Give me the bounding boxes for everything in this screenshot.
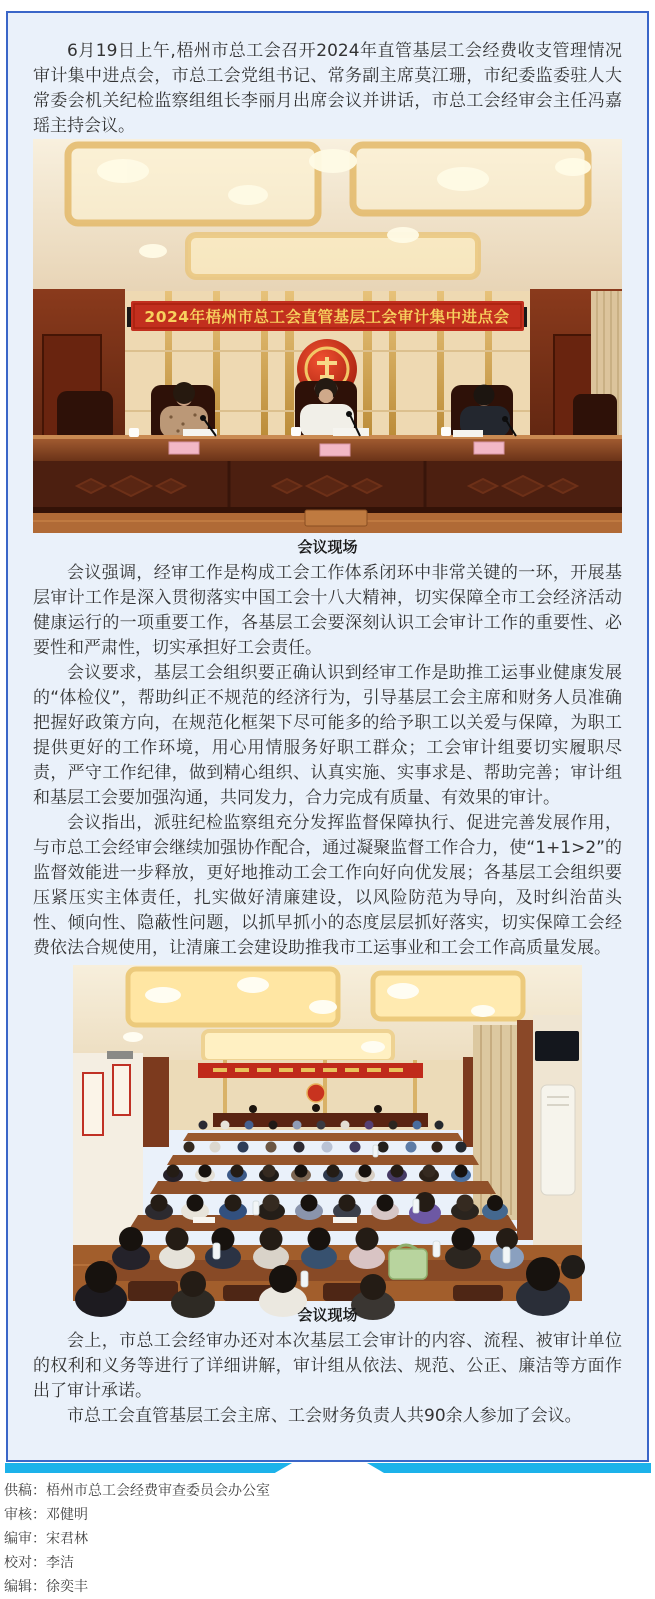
credits-footer xyxy=(0,1479,655,1599)
closing-paragraph-1: 会上，市总工会经审办还对本次基层工会审计的内容、流程、被审计单位的权利和义务等进行了详细讲解，审计组从依法、规范、公正、廉洁等方面作出了审计承诺。 xyxy=(33,1331,622,1401)
article-content-box xyxy=(6,11,649,1462)
meeting-photo-rostrum xyxy=(33,139,622,533)
meeting-banner-text: 2024年梧州市总工会直管基层工会审计集中进点会 xyxy=(144,308,510,326)
body-paragraph-2: 会议要求，基层工会组织要正确认识到经审工作是助推工运事业健康发展的“体检仪”，帮助纠正不规范的经济行为，引导基层工会主席和财务人员准确把握好政策方向，在规范化框架下尽可能多的给予职工以关爱与保障，为职工提供更好的工作环境，用心用情服务好职工群众；工会审计组要切实履职尽责，严守工作纪律，做到精心组织、认真实施、实事求是、帮助完善；审计组和基层工会要加强沟通，共同发力，合力完成有质量、有效果的审计。 xyxy=(33,663,622,808)
credit-contributor: 供稿：梧州市总工会经费审查委员会办公室 xyxy=(4,1483,270,1499)
credit-proofreader: 校对：李洁 xyxy=(4,1555,74,1571)
decorative-ribbon xyxy=(0,1462,655,1473)
meeting-photo-audience xyxy=(73,965,582,1301)
credit-editor-in-chief: 编审：宋君林 xyxy=(4,1531,88,1547)
photo2-caption: 会议现场 xyxy=(297,1306,358,1324)
ribbon-right-segment xyxy=(367,1463,651,1473)
photo2-wrapper xyxy=(73,965,582,1301)
body-paragraph-3: 会议指出，派驻纪检监察组充分发挥监督保障执行、促进完善发展作用，与市总工会经审会继续加强协作配合，通过凝聚监督工作合力，使“1+1>2”的监督效能进一步释放，更好地推动工会工作向好向优发展；各基层工会组织要压紧压实主体责任，扎实做好清廉建设，以风险防范为导向，及时纠治苗头性、倾向性、隐蔽性问题，以抓早抓小的态度层层抓好落实，切实保障工会经费依法合规使用，让清廉工会建设助推我市工运事业和工会工作高质量发展。 xyxy=(33,813,622,958)
intro-paragraph: 6月19日上午,梧州市总工会召开2024年直管基层工会经费收支管理情况审计集中进点会，市总工会党组书记、常务副主席莫江珊，市纪委监委驻人大常委会机关纪检监察组组长李丽月出席会议并讲话，市总工会经审会主任冯嘉瑶主持会议。 xyxy=(33,41,622,136)
body-paragraph-1: 会议强调，经审工作是构成工会工作体系闭环中非常关键的一环，开展基层审计工作是深入贯彻落实中国工会十八大精神，切实保障全市工会经济活动健康运行的一项重要工作，各基层工会要深刻认识工会审计工作的重要性、必要性和严肃性，切实承担好工会责任。 xyxy=(33,563,622,658)
photo1-caption: 会议现场 xyxy=(297,538,358,556)
article-page xyxy=(0,11,655,1595)
credit-editor: 编辑：徐奕丰 xyxy=(4,1579,88,1595)
ribbon-left-segment xyxy=(5,1463,292,1473)
closing-paragraph-2: 市总工会直管基层工会主席、工会财务负责人共90余人参加了会议。 xyxy=(67,1406,582,1426)
credit-reviewer: 审核：邓健明 xyxy=(4,1507,88,1523)
